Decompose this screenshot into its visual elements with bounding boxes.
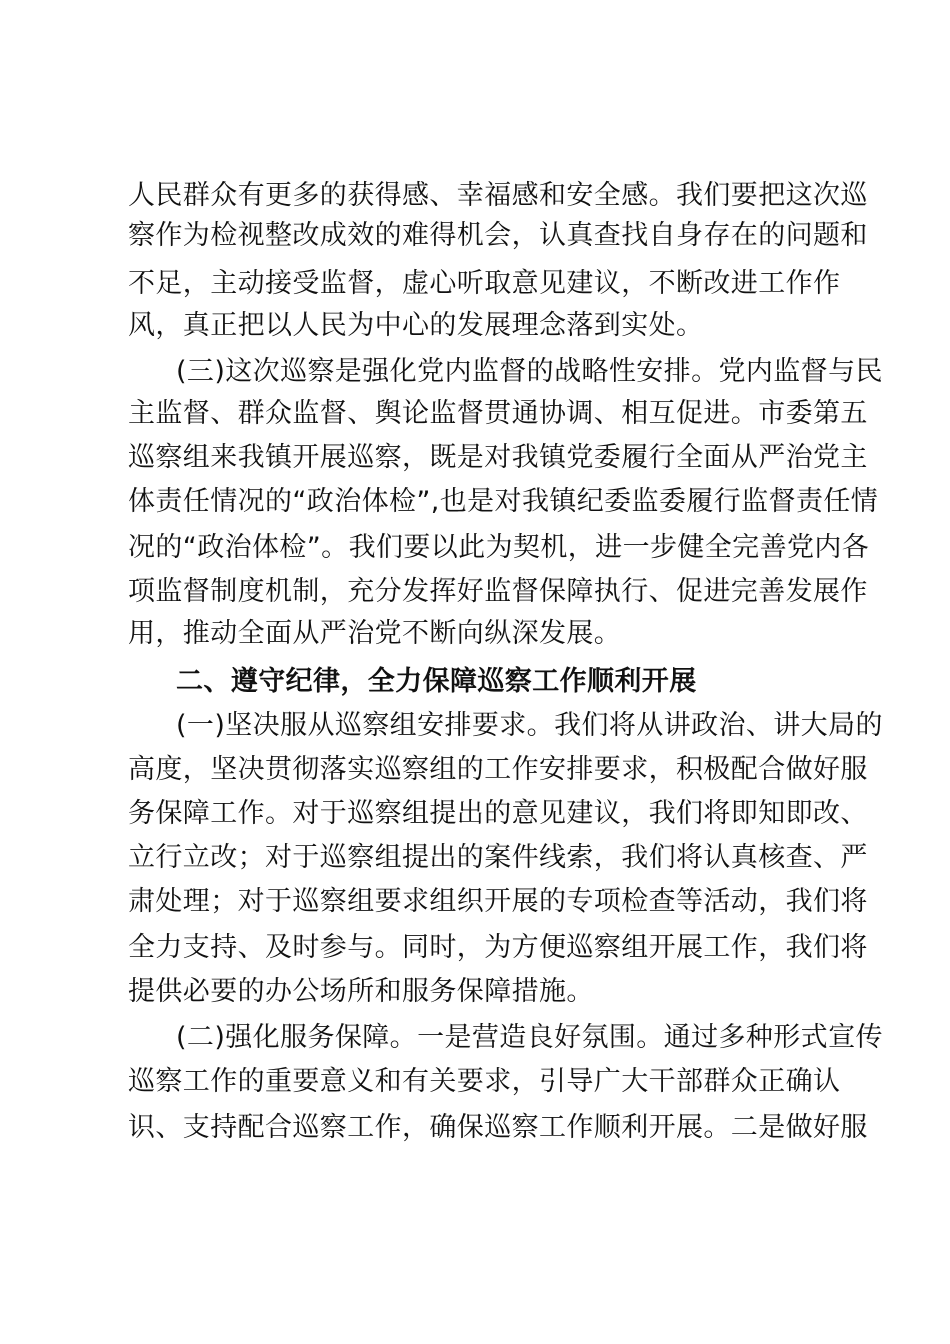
text-line: 主监督、群众监督、舆论监督贯通协调、相互促进。市委第五 [128,398,868,429]
text-line: 风，真正把以人民为中心的发展理念落到实处。 [128,310,704,341]
text-line: 用，推动全面从严治党不断向纵深发展。 [128,618,622,649]
text-line: 察作为检视整改成效的难得机会，认真查找自身存在的问题和 [128,220,868,251]
text-line: 巡察工作的重要意义和有关要求，引导广大干部群众正确认 [128,1066,841,1097]
paragraph-start-line: (三)这次巡察是强化党内监督的战略性安排。党内监督与民 [176,356,883,387]
text-line: 人民群众有更多的获得感、幸福感和安全感。我们要把这次巡 [128,180,868,211]
text-line: 况的“政治体检”。我们要以此为契机，进一步健全完善党内各 [128,532,870,563]
text-line: 项监督制度机制，充分发挥好监督保障执行、促进完善发展作 [128,576,868,607]
text-line: 识、支持配合巡察工作，确保巡察工作顺利开展。二是做好服 [128,1112,868,1143]
text-line: 不足，主动接受监督，虚心听取意见建议，不断改进工作作 [128,268,841,299]
text-line: 巡察组来我镇开展巡察，既是对我镇党委履行全面从严治党主 [128,442,868,473]
text-line: 肃处理；对于巡察组要求组织开展的专项检查等活动，我们将 [128,886,868,917]
text-line: 全力支持、及时参与。同时，为方便巡察组开展工作，我们将 [128,932,868,963]
paragraph-start-line: (二)强化服务保障。一是营造良好氛围。通过多种形式宣传 [176,1022,883,1053]
text-line: 提供必要的办公场所和服务保障措施。 [128,976,594,1007]
text-line: 务保障工作。对于巡察组提出的意见建议，我们将即知即改、 [128,798,868,829]
paragraph-start-line: (一)坚决服从巡察组安排要求。我们将从讲政治、讲大局的 [176,710,883,741]
text-line: 立行立改；对于巡察组提出的案件线索，我们将认真核查、严 [128,842,868,873]
text-line: 体责任情况的“政治体检”,也是对我镇纪委监委履行监督责任情 [128,486,879,517]
text-line: 高度，坚决贯彻落实巡察组的工作安排要求，积极配合做好服 [128,754,868,785]
section-heading: 二、遵守纪律，全力保障巡察工作顺利开展 [176,666,697,697]
